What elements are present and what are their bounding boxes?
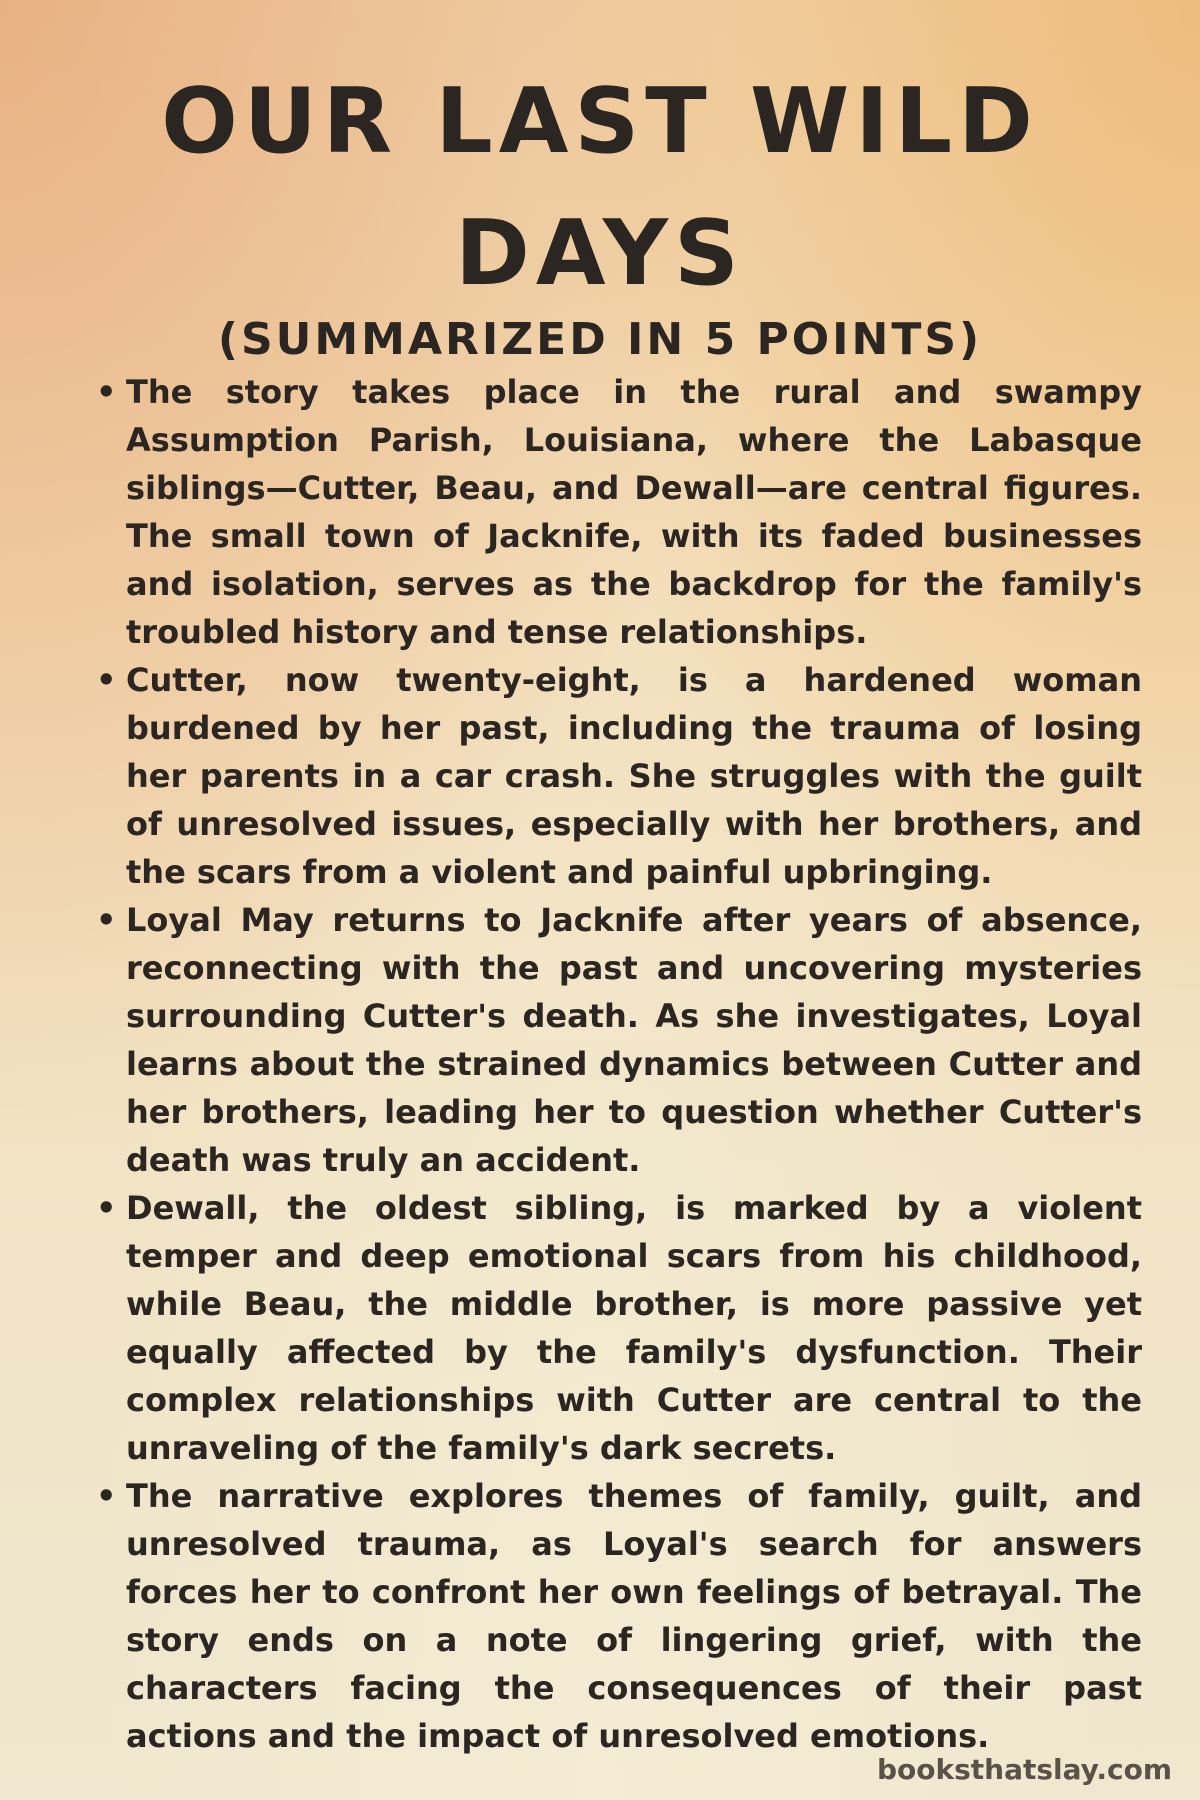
page-subtitle: (SUMMARIZED IN 5 POINTS) — [217, 314, 983, 365]
summary-point — [94, 896, 1142, 1184]
bullet-icon: • — [96, 1189, 117, 1227]
summary-point — [94, 368, 1142, 656]
summary-points-list — [94, 368, 1142, 1760]
bullet-icon: • — [96, 661, 117, 699]
bullet-icon: • — [96, 373, 117, 411]
summary-point — [94, 656, 1142, 896]
summary-point-text: The story takes place in the rural and swampy Assumption Parish, Louisiana, where the Labasque siblings—Cutter, Beau, and Dewall—are central figures. The small town of Jacknife, with its faded businesses and isolation, serves as the backdrop for the family's troubled history and tense relationships. — [126, 373, 1142, 651]
website-watermark: booksthatslay.com — [876, 1753, 1172, 1786]
page-title: OUR LAST WILD DAYS — [161, 69, 1039, 306]
summary-point-text: The narrative explores themes of family, guilt, and unresolved trauma, as Loyal's search for answers forces her to confront her own feelings of betrayal. The story ends on a note of lingering grief, with the characters facing the consequences of their past actions and the impact of unresolved emotions. — [126, 1477, 1142, 1755]
bullet-icon: • — [96, 901, 117, 939]
summary-point-text: Dewall, the oldest sibling, is marked by a violent temper and deep emotional scars from his childhood, while Beau, the middle brother, is more passive yet equally affected by the family's dysfunction. Their complex relationships with Cutter are central to the unraveling of the family's dark secrets. — [126, 1189, 1142, 1467]
summary-point — [94, 1184, 1142, 1472]
summary-point-text: Cutter, now twenty-eight, is a hardened woman burdened by her past, including the trauma of losing her parents in a car crash. She struggles with the guilt of unresolved issues, especially with her brothers, and the scars from a violent and painful upbringing. — [126, 661, 1142, 891]
summary-point-text: Loyal May returns to Jacknife after years of absence, reconnecting with the past and uncovering mysteries surrounding Cutter's death. As she investigates, Loyal learns about the strained dynamics between Cutter and her brothers, leading her to question whether Cutter's death was truly an accident. — [126, 901, 1142, 1179]
summary-point — [94, 1472, 1142, 1760]
bullet-icon: • — [96, 1477, 117, 1515]
